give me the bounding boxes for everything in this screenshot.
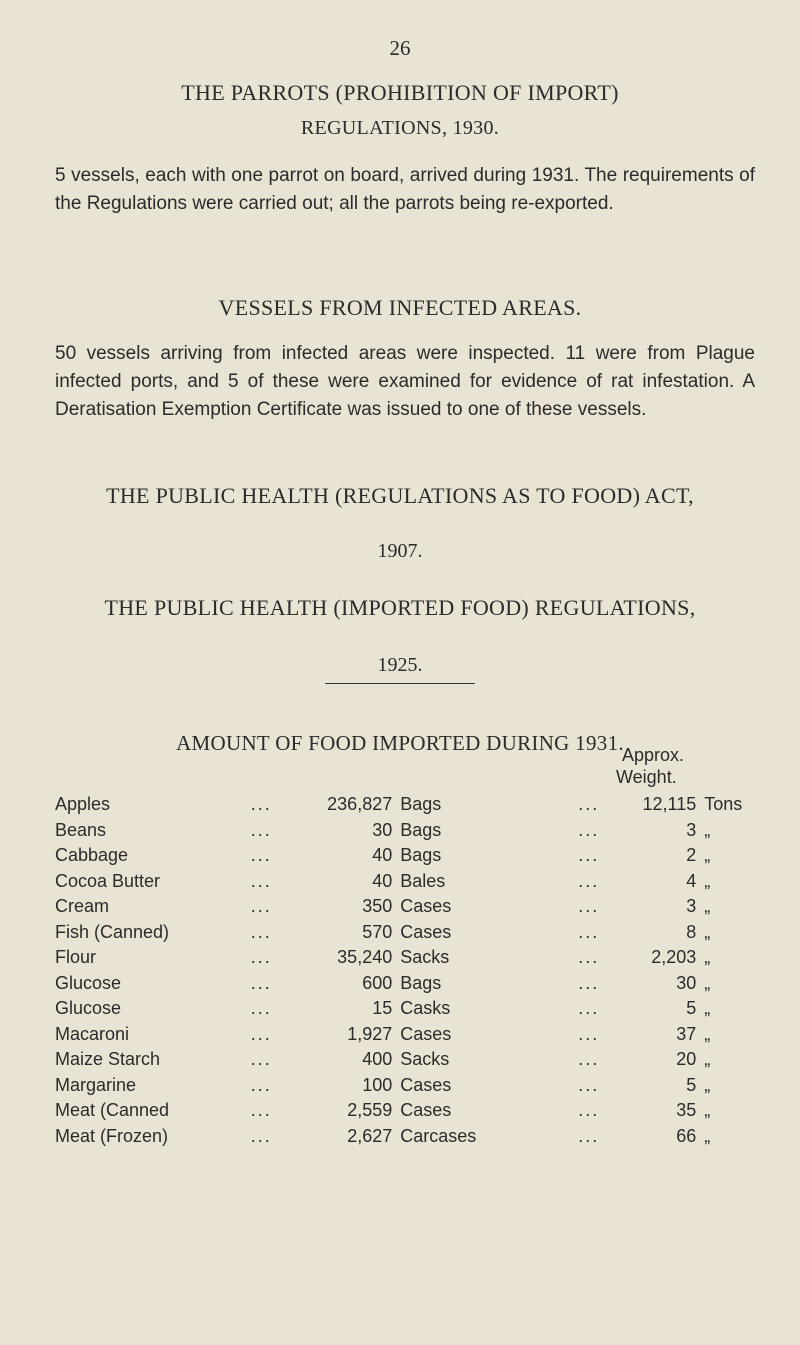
vessels-title: VESSELS FROM INFECTED AREAS. <box>218 295 582 320</box>
approx-weight: 2 <box>686 845 697 866</box>
quantity: 400 <box>362 1049 393 1070</box>
approx-weight: 5 <box>686 998 697 1019</box>
table-row <box>55 818 775 844</box>
quantity: 15 <box>372 998 393 1019</box>
leader-dots: ... <box>250 998 272 1019</box>
weight-unit: „ <box>704 1100 711 1121</box>
weight-header-line2: Weight. <box>616 767 677 787</box>
leader-dots: ... <box>250 896 272 917</box>
table-row <box>55 792 775 818</box>
leader-dots: ... <box>250 819 272 840</box>
package-unit: Sacks <box>400 947 450 968</box>
weight-unit: Tons <box>704 794 743 815</box>
table-row <box>55 920 775 946</box>
weight-unit: „ <box>704 947 711 968</box>
approx-weight: 3 <box>686 819 697 840</box>
package-unit: Bags <box>400 819 442 840</box>
food-item-name: Glucose <box>55 972 122 993</box>
weight-unit: „ <box>704 998 711 1019</box>
package-unit: Bales <box>400 870 446 891</box>
quantity: 35,240 <box>337 947 393 968</box>
approx-weight: 4 <box>686 870 697 891</box>
quantity: 600 <box>362 972 393 993</box>
food-table-title: AMOUNT OF FOOD IMPORTED DURING 1931. <box>176 731 624 755</box>
parrots-title-line1: THE PARROTS (PROHIBITION OF IMPORT) <box>181 80 619 105</box>
food-item-name: Fish (Canned) <box>55 921 170 942</box>
imported-food-title-line2: 1925. <box>377 654 423 676</box>
weight-unit: „ <box>704 1074 711 1095</box>
table-row <box>55 1098 775 1124</box>
table-row <box>55 1124 775 1150</box>
food-item-name: Maize Starch <box>55 1049 161 1070</box>
table-row <box>55 1073 775 1099</box>
leader-dots: ... <box>250 1100 272 1121</box>
package-unit: Sacks <box>400 1049 450 1070</box>
weight-unit: „ <box>704 921 711 942</box>
leader-dots: ... <box>250 921 272 942</box>
leader-dots: ... <box>250 947 272 968</box>
leader-dots: ... <box>250 1125 272 1146</box>
table-row <box>55 869 775 895</box>
leader-dots: ... <box>578 845 600 866</box>
quantity: 100 <box>362 1074 393 1095</box>
weight-unit: „ <box>704 896 711 917</box>
leader-dots: ... <box>250 972 272 993</box>
weight-unit: „ <box>704 1049 711 1070</box>
food-act-title-line2: 1907. <box>377 540 423 562</box>
weight-unit: „ <box>704 845 711 866</box>
leader-dots: ... <box>578 1074 600 1095</box>
package-unit: Bags <box>400 972 442 993</box>
weight-unit: „ <box>704 819 711 840</box>
quantity: 2,559 <box>347 1100 393 1121</box>
food-item-name: Glucose <box>55 998 122 1019</box>
page-number: 26 <box>389 36 411 60</box>
leader-dots: ... <box>578 819 600 840</box>
approx-weight: 37 <box>676 1023 697 1044</box>
leader-dots: ... <box>250 1049 272 1070</box>
food-act-title-line1: THE PUBLIC HEALTH (REGULATIONS AS TO FOOD) ACT, <box>106 483 694 508</box>
weight-unit: „ <box>704 870 711 891</box>
approx-weight: 8 <box>686 921 697 942</box>
leader-dots: ... <box>250 1023 272 1044</box>
leader-dots: ... <box>250 1074 272 1095</box>
imported-food-title-line1: THE PUBLIC HEALTH (IMPORTED FOOD) REGULATIONS, <box>104 595 696 620</box>
approx-weight: 66 <box>676 1125 697 1146</box>
parrots-paragraph: 5 vessels, each with one parrot on board, arrived during 1931. The requirements of the Regulations were carried out; all the parrots being re-exported. <box>55 165 755 214</box>
package-unit: Carcases <box>400 1125 477 1146</box>
leader-dots: ... <box>578 947 600 968</box>
approx-weight: 20 <box>676 1049 697 1070</box>
table-row <box>55 971 775 997</box>
quantity: 1,927 <box>347 1023 393 1044</box>
quantity: 40 <box>372 845 393 866</box>
package-unit: Casks <box>400 998 451 1019</box>
leader-dots: ... <box>578 921 600 942</box>
table-row <box>55 945 775 971</box>
package-unit: Bags <box>400 794 442 815</box>
package-unit: Cases <box>400 921 452 942</box>
food-item-name: Apples <box>55 794 111 815</box>
parrots-title-line2: REGULATIONS, 1930. <box>300 117 500 139</box>
table-row <box>55 1047 775 1073</box>
approx-weight: 12,115 <box>642 794 697 815</box>
package-unit: Cases <box>400 896 452 917</box>
leader-dots: ... <box>578 972 600 993</box>
quantity: 2,627 <box>347 1125 393 1146</box>
food-import-table <box>55 792 775 1149</box>
food-item-name: Cabbage <box>55 845 129 866</box>
quantity: 350 <box>362 896 393 917</box>
leader-dots: ... <box>578 998 600 1019</box>
weight-unit: „ <box>704 1125 711 1146</box>
food-item-name: Meat (Canned <box>55 1100 170 1121</box>
leader-dots: ... <box>250 794 272 815</box>
section-divider <box>325 683 475 684</box>
vessels-paragraph: 50 vessels arriving from infected areas were inspected. 11 were from Plague infected ports, and 5 of these were examined for evidence of rat infestation. A Deratisation Exemption Certificate was issued to one of these vessels. <box>55 343 755 420</box>
approx-weight: 2,203 <box>651 947 697 968</box>
weight-unit: „ <box>704 1023 711 1044</box>
quantity: 40 <box>372 870 393 891</box>
quantity: 570 <box>362 921 393 942</box>
approx-weight: 5 <box>686 1074 697 1095</box>
leader-dots: ... <box>578 896 600 917</box>
weight-unit: „ <box>704 972 711 993</box>
food-item-name: Meat (Frozen) <box>55 1125 169 1146</box>
table-row <box>55 1022 775 1048</box>
quantity: 30 <box>372 819 393 840</box>
quantity: 236,827 <box>327 794 393 815</box>
package-unit: Cases <box>400 1100 452 1121</box>
table-row <box>55 843 775 869</box>
table-row <box>55 894 775 920</box>
leader-dots: ... <box>250 870 272 891</box>
table-row <box>55 996 775 1022</box>
approx-weight: 35 <box>676 1100 697 1121</box>
leader-dots: ... <box>578 1125 600 1146</box>
food-item-name: Margarine <box>55 1074 137 1095</box>
leader-dots: ... <box>578 1049 600 1070</box>
package-unit: Cases <box>400 1023 452 1044</box>
weight-header-line1: Approx. <box>622 745 685 765</box>
leader-dots: ... <box>578 1100 600 1121</box>
approx-weight: 3 <box>686 896 697 917</box>
food-item-name: Cocoa Butter <box>55 870 161 891</box>
package-unit: Cases <box>400 1074 452 1095</box>
food-item-name: Beans <box>55 819 107 840</box>
leader-dots: ... <box>250 845 272 866</box>
food-item-name: Cream <box>55 896 110 917</box>
leader-dots: ... <box>578 870 600 891</box>
leader-dots: ... <box>578 794 600 815</box>
food-item-name: Macaroni <box>55 1023 130 1044</box>
approx-weight: 30 <box>676 972 697 993</box>
food-item-name: Flour <box>55 947 97 968</box>
package-unit: Bags <box>400 845 442 866</box>
leader-dots: ... <box>578 1023 600 1044</box>
